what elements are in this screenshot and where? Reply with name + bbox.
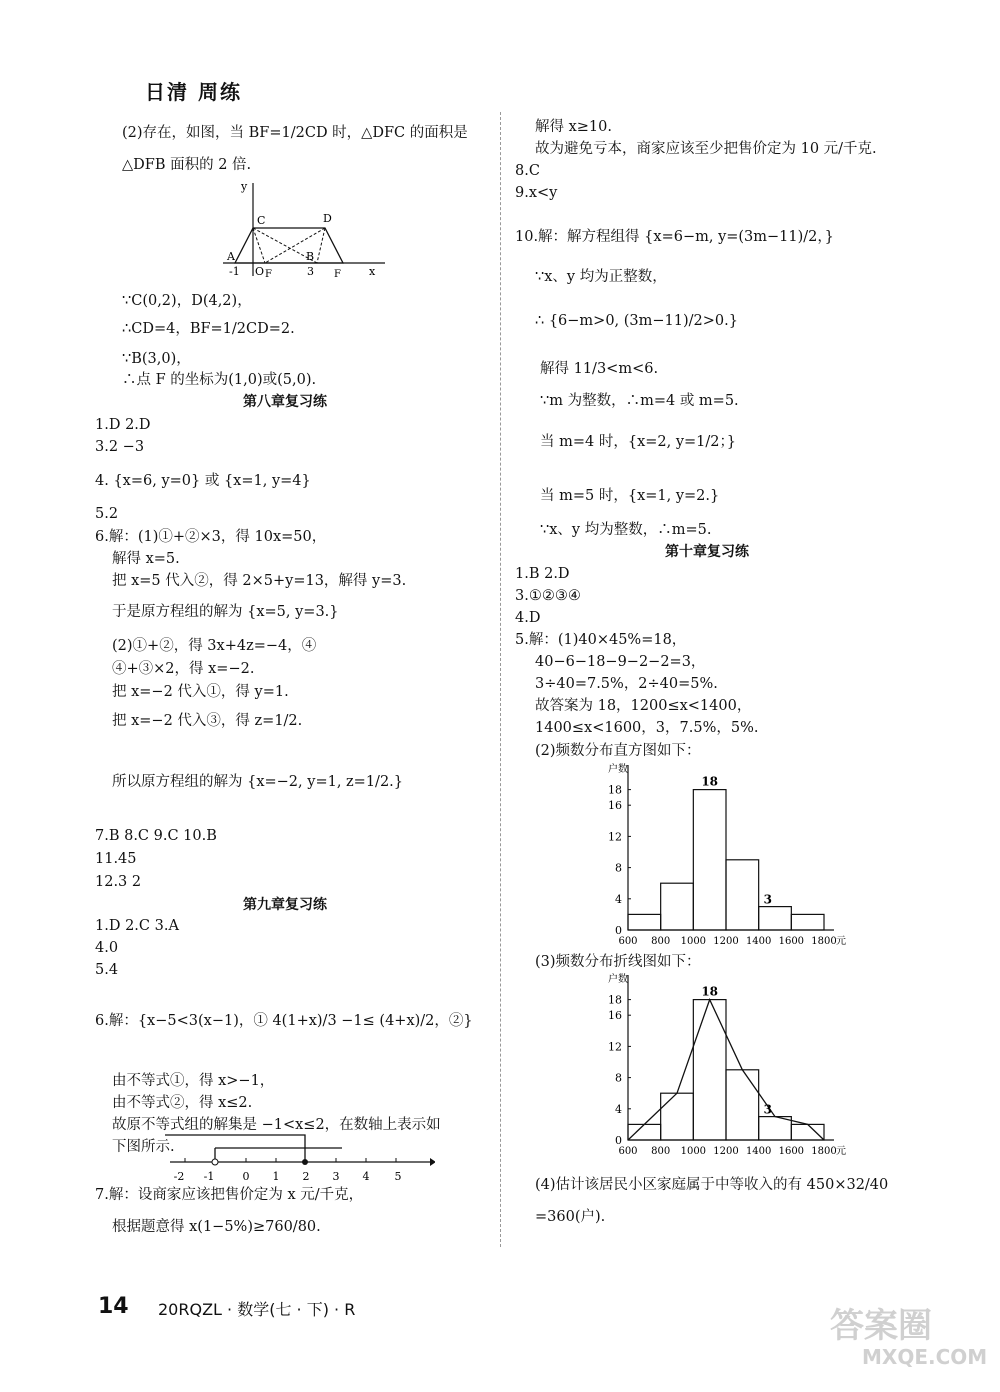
y-tick-label: 16: [608, 799, 622, 813]
text-line: 由不等式①，得 x>−1，: [112, 1073, 275, 1089]
data-label: 3: [763, 1102, 773, 1117]
y-tick-label: 12: [608, 830, 622, 844]
label-a: A: [227, 250, 235, 263]
tick-label: 4: [362, 1170, 370, 1183]
text-line: △DFB 面积的 2 倍.: [122, 157, 252, 173]
text-line: 1.D 2.D: [95, 417, 151, 433]
x-tick-label: 1800: [811, 1146, 837, 1157]
text-line: ∴CD=4，BF=1/2CD=2.: [122, 321, 295, 337]
tick-label: 3: [332, 1170, 340, 1183]
text-line: ∵x、y 均为整数，∴m=5.: [540, 522, 712, 538]
x-tick-label: 600: [618, 1146, 638, 1157]
text-line: 3÷40=7.5%，2÷40=5%.: [535, 676, 718, 692]
chapter-8-title: 第八章复习练: [243, 394, 327, 410]
y-tick-label: 0: [615, 1134, 622, 1147]
y-tick-label: 4: [615, 892, 622, 906]
text-line: 解得 11/3<m<6.: [540, 361, 659, 377]
text-line: =360(户).: [535, 1209, 606, 1225]
text-line: 1.D 2.C 3.A: [95, 918, 179, 934]
histogram-bar: [791, 914, 824, 930]
text-line: ∵x、y 均为正整数，: [535, 269, 667, 285]
x-tick-label: 1400: [745, 936, 772, 947]
text-line: ∵m 为整数，∴m=4 或 m=5.: [540, 393, 739, 409]
x-tick-label: 1000: [680, 1146, 707, 1157]
y-tick-label: 16: [608, 1009, 622, 1023]
text-line: 由不等式②，得 x≤2.: [112, 1095, 253, 1111]
x-tick-label: 1000: [680, 936, 707, 947]
x-tick-label: 800: [651, 1146, 671, 1157]
histogram-bar: [791, 1124, 824, 1140]
text-line: 3.①②③④: [515, 588, 581, 604]
text-line: 故答案为 18，1200≤x<1400，: [535, 698, 752, 714]
y-axis-label: 户数: [608, 764, 628, 775]
page-header: 日清 周练: [145, 80, 242, 104]
histogram-bar: [628, 914, 661, 930]
y-tick-label: 8: [615, 861, 622, 875]
text-line: 把 x=−2 代入①，得 y=1.: [112, 684, 289, 700]
text-line: 当 m=5 时，{x=1, y=2.}: [540, 488, 720, 504]
label-f1: F: [265, 269, 272, 278]
text-line: 5.4: [95, 962, 119, 978]
data-label: 3: [763, 892, 773, 907]
histogram-bar: [759, 1117, 792, 1140]
label-d: D: [323, 212, 332, 225]
text-line: 1400≤x<1600，3，7.5%，5%.: [535, 720, 759, 736]
watermark-url: MXQE.COM: [862, 1345, 988, 1369]
label-c: C: [257, 214, 266, 227]
data-label: 18: [701, 984, 719, 999]
y-axis-label: 户数: [608, 974, 628, 985]
histogram-bar: [628, 1124, 661, 1140]
label-x: x: [369, 265, 376, 278]
text-line: 故为避免亏本，商家应该至少把售价定为 10 元/千克.: [535, 141, 877, 157]
text-line: 于是原方程组的解为 {x=5, y=3.}: [112, 604, 339, 620]
y-tick-label: 18: [608, 783, 622, 797]
text-line: (2)频数分布直方图如下：: [535, 743, 701, 759]
x-axis-label: 元: [836, 1146, 846, 1157]
text-line: 6.解：(1)①+②×3，得 10x=50，: [95, 529, 327, 545]
text-line: 把 x=5 代入②，得 2×5+y=13，解得 y=3.: [112, 573, 407, 589]
y-tick-label: 18: [608, 993, 622, 1007]
histogram-bar: [759, 907, 792, 930]
text-line: ④+③×2，得 x=−2.: [112, 661, 255, 677]
text-line: 当 m=4 时，{x=2, y=1/2；}: [540, 434, 736, 450]
label-f2: F: [334, 269, 341, 278]
text-line: 根据题意得 x(1−5%)≥760/80.: [112, 1219, 321, 1235]
frequency-polygon-chart: [588, 972, 858, 1157]
chapter-10-title: 第十章复习练: [665, 544, 749, 560]
text-line: 3.2 −3: [95, 439, 145, 455]
text-line: ∵C(0,2)，D(4,2)，: [122, 293, 252, 309]
text-line: 10.解：解方程组得 {x=6−m, y=(3m−11)/2，}: [515, 229, 834, 245]
text-line: 故原不等式组的解集是 −1<x≤2，在数轴上表示如: [112, 1117, 441, 1133]
tick-label: 0: [242, 1170, 250, 1183]
column-divider: [500, 112, 501, 1247]
x-tick-label: 1800: [811, 936, 837, 947]
histogram-bar: [661, 883, 694, 930]
coordinate-figure: [215, 178, 390, 278]
histogram-bar: [726, 860, 759, 930]
data-label: 18: [701, 774, 719, 789]
histogram-bar: [693, 1000, 726, 1140]
x-tick-label: 1200: [713, 1146, 739, 1157]
label-o: O: [255, 265, 265, 278]
label-3: 3: [307, 265, 314, 278]
text-line: 9.x<y: [515, 185, 558, 201]
text-line: ∴ {6−m>0, (3m−11)/2>0.}: [535, 313, 738, 329]
text-line: 11.45: [95, 851, 137, 867]
text-line: 12.3 2: [95, 874, 142, 890]
text-line: (4)估计该居民小区家庭属于中等收入的有 450×32/40: [535, 1177, 889, 1193]
text-line: 4.0: [95, 940, 119, 956]
x-axis-label: 元: [836, 936, 846, 947]
histogram-bar: [693, 790, 726, 930]
x-tick-label: 600: [618, 936, 638, 947]
y-tick-label: 8: [615, 1071, 622, 1085]
book-code: 20RQZL · 数学(七 · 下) · R: [158, 1300, 356, 1319]
text-line: (2)①+②，得 3x+4z=−4，④: [112, 638, 317, 654]
x-tick-label: 1200: [713, 936, 739, 947]
chapter-9-title: 第九章复习练: [243, 897, 327, 913]
text-line: 8.C: [515, 163, 540, 179]
text-line: 把 x=−2 代入③，得 z=1/2.: [112, 713, 303, 729]
text-line: (2)存在，如图，当 BF=1/2CD 时，△DFC 的面积是: [122, 125, 468, 141]
tick-label: 5: [394, 1170, 402, 1183]
text-line: 解得 x=5.: [112, 551, 180, 567]
text-line: 6.解：{x−5<3(x−1)，① 4(1+x)/3 −1≤ (4+x)/2，②}: [95, 1013, 473, 1029]
tick-label: -1: [203, 1170, 215, 1183]
x-tick-label: 800: [651, 936, 671, 947]
label-y: y: [241, 180, 248, 193]
text-line: 4.D: [515, 610, 541, 626]
y-tick-label: 12: [608, 1040, 622, 1054]
x-tick-label: 1600: [778, 936, 805, 947]
histogram-chart: [588, 762, 858, 952]
label-b: B: [306, 250, 315, 263]
x-tick-label: 1600: [778, 1146, 805, 1157]
tick-label: 2: [302, 1170, 310, 1183]
y-tick-label: 4: [615, 1102, 622, 1116]
text-line: 7.B 8.C 9.C 10.B: [95, 828, 217, 844]
tick-label: 1: [272, 1170, 280, 1183]
text-line: ∵B(3,0)，: [122, 351, 191, 367]
watermark-logo: 答案圈: [830, 1306, 932, 1346]
x-tick-label: 1400: [745, 1146, 772, 1157]
text-line: 4. {x=6, y=0} 或 {x=1, y=4}: [95, 473, 311, 489]
text-line: 下图所示.: [112, 1139, 175, 1155]
histogram-bar: [726, 1070, 759, 1140]
text-line: 解得 x≥10.: [535, 119, 612, 135]
text-line: 5.2: [95, 506, 119, 522]
number-line: [160, 1128, 435, 1188]
text-line: 7.解：设商家应该把售价定为 x 元/千克，: [95, 1187, 364, 1203]
y-tick-label: 0: [615, 924, 622, 937]
histogram-bar: [661, 1093, 694, 1140]
page-number: 14: [98, 1294, 129, 1319]
text-line: ∴点 F 的坐标为(1,0)或(5,0).: [122, 372, 317, 388]
label-minus1: -1: [229, 265, 240, 278]
text-line: (3)频数分布折线图如下：: [535, 954, 701, 970]
text-line: 所以原方程组的解为 {x=−2, y=1, z=1/2.}: [112, 774, 403, 790]
text-line: 5.解：(1)40×45%=18，: [515, 632, 687, 648]
text-line: 1.B 2.D: [515, 566, 570, 582]
text-line: 40−6−18−9−2−2=3，: [535, 654, 706, 670]
tick-label: -2: [173, 1170, 185, 1183]
